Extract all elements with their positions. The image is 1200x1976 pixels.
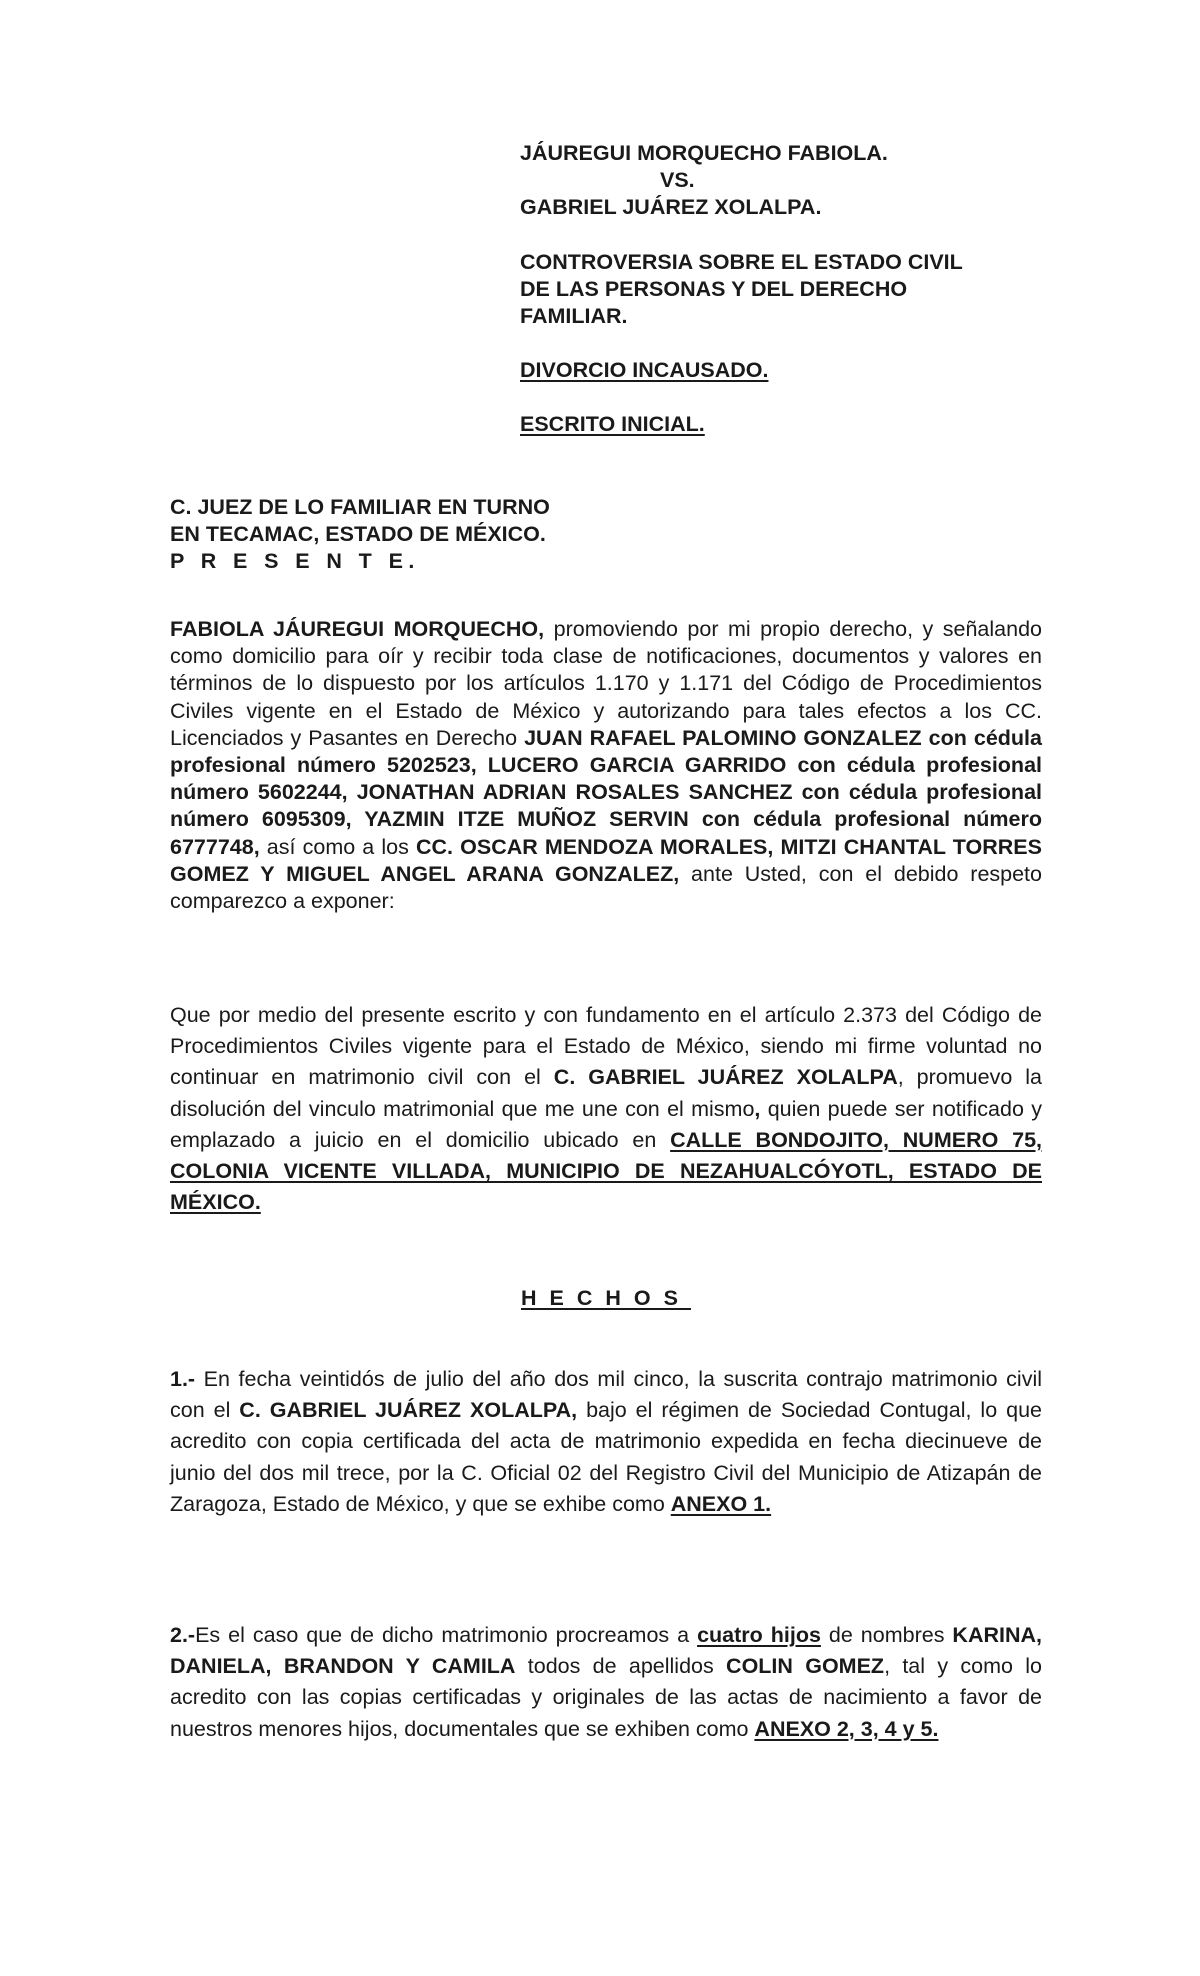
fact-2-text-1: Es el caso que de dicho matrimonio procreamos a [195, 1623, 698, 1647]
addressee-line-3: P R E S E N T E. [170, 549, 420, 574]
intro-text-2: así como a los [259, 834, 416, 859]
petition-address: CALLE BONDOJITO, NUMERO 75, COLONIA VICENTE VILLADA, MUNICIPIO DE NEZAHUALCÓYOTL, ESTADO DE MÉXICO. [170, 1127, 1043, 1215]
addressee-block [170, 494, 690, 576]
intro-authorized: CC. OSCAR MENDOZA MORALES, MITZI CHANTAL TORRES GOMEZ Y MIGUEL ANGEL ARANA GONZALEZ, [170, 834, 1042, 886]
caption-spacer [520, 384, 1060, 411]
intro-name: FABIOLA JÁUREGUI MORQUECHO, [170, 617, 545, 641]
caption-matter-line-1: CONTROVERSIA SOBRE EL ESTADO CIVIL [520, 249, 963, 274]
caption-spacer [520, 222, 1060, 249]
case-caption [520, 140, 1060, 439]
fact-1-text-1: En fecha veintidós de julio del año dos mil cinco, la suscrita contrajo matrimonio civil con el [170, 1367, 1042, 1423]
fact-2-text-4: , tal y como lo acredito con las copias certificadas y originales de las actas de nacimiento a favor de nuestros menores hijos, documentales que se exhiben como [170, 1654, 1042, 1741]
petition-text-1: Que por medio del presente escrito y con fundamento en el artículo 2.373 del Código de Procedimientos Civiles vigente para el Estado de México, siendo mi firme voluntad no continuar en matrimonio civil con el [170, 1003, 1042, 1090]
caption-document: ESCRITO INICIAL. [520, 412, 705, 437]
fact-2-children-count: cuatro hijos [697, 1623, 821, 1647]
caption-vs: VS. [660, 168, 695, 193]
intro-lawyers: JUAN RAFAEL PALOMINO GONZALEZ con cédula profesional número 5202523, LUCERO GARCIA GARRIDO con cédula profesional número 5602244, JONATHAN ADRIAN ROSALES SANCHEZ con cédula profesional número 6095309, YAZMIN ITZE MUÑOZ SERVIN con cédula profesional número 6777748, [170, 725, 1042, 859]
petition-comma: , [754, 1096, 761, 1121]
caption-type: DIVORCIO INCAUSADO. [520, 358, 769, 383]
intro-paragraph [170, 616, 1042, 915]
fact-1-annex: ANEXO 1. [670, 1491, 772, 1516]
caption-matter-line-2: DE LAS PERSONAS Y DEL DERECHO [520, 276, 908, 301]
addressee-line-2: EN TECAMAC, ESTADO DE MÉXICO. [170, 522, 546, 547]
caption-defendant: GABRIEL JUÁREZ XOLALPA. [520, 195, 822, 220]
fact-1-text-2: bajo el régimen de Sociedad Contugal, lo que acredito con copia certificada del acta de matrimonio expedida en fecha diecinueve de junio del dos mil trece, por la C. Oficial 02 del Registro Civil del Municipio de Atizapán de Zaragoza, Estado de México, y que se exhibe como [170, 1398, 1042, 1516]
intro-text-3: ante Usted, con el debido respeto comparezco a exponer: [170, 861, 1042, 914]
fact-1-number: 1.- [170, 1367, 196, 1391]
fact-2-paragraph [170, 1620, 1042, 1745]
caption-matter-line-3: FAMILIAR. [520, 304, 628, 329]
fact-2-number: 2.- [170, 1623, 196, 1647]
fact-2-text-2: de nombres [820, 1623, 953, 1647]
fact-2-children-names: KARINA, DANIELA, BRANDON Y CAMILA [170, 1623, 1043, 1679]
fact-2-annexes: ANEXO 2, 3, 4 y 5. [754, 1716, 939, 1741]
addressee-line-1: C. JUEZ DE LO FAMILIAR EN TURNO [170, 495, 550, 519]
facts-heading [170, 1285, 1042, 1312]
fact-2-text-3: todos de apellidos [515, 1654, 727, 1679]
caption-spacer [520, 330, 1060, 357]
petition-text-2: , promuevo la disolución del vinculo matrimonial que me une con el mismo [170, 1065, 1043, 1121]
fact-2-surnames: COLIN GOMEZ [726, 1654, 885, 1679]
petition-defendant: C. GABRIEL JUÁREZ XOLALPA [553, 1065, 898, 1090]
caption-actor: JÁUREGUI MORQUECHO FABIOLA. [520, 141, 888, 165]
intro-text-1: promoviendo por mi propio derecho, y señalando como domicilio para oír y recibir toda clase de notificaciones, documentos y valores en términos de lo dispuesto por los artículos 1.170 y 1.171 del Código de Procedimientos Civiles vigente en el Estado de México y autorizando para tales efectos a los CC. Licenciados y Pasantes en Derecho [170, 617, 1042, 750]
facts-heading-text: HECHOS [521, 1286, 691, 1310]
petition-text-3: quien puede ser notificado y emplazado a juicio en el domicilio ubicado en [170, 1096, 1042, 1152]
petition-paragraph [170, 1000, 1042, 1218]
fact-1-defendant: C. GABRIEL JUÁREZ XOLALPA, [239, 1398, 578, 1423]
fact-1-paragraph [170, 1364, 1042, 1520]
